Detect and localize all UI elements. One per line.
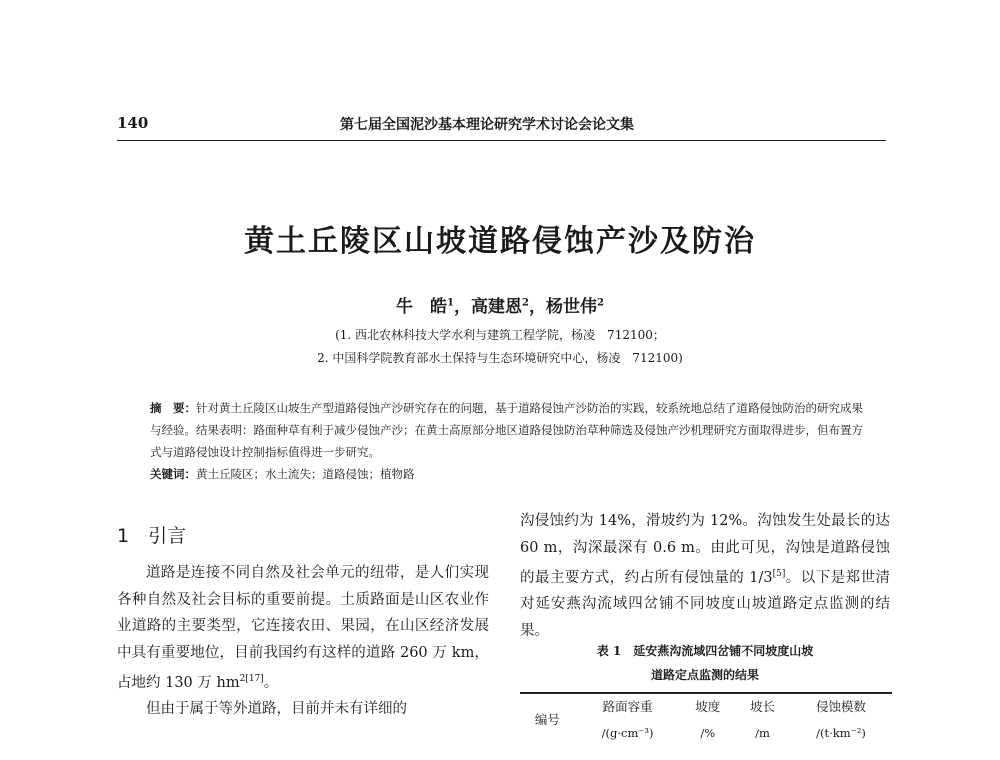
author-name: 杨世伟 xyxy=(545,297,597,317)
author-list: 牛 皓$^1$，高建恩$^2$，杨世伟$^2$ xyxy=(396,297,604,317)
abstract-label: 摘 要： xyxy=(150,401,196,415)
author-affil-mark: 2 xyxy=(522,297,529,309)
running-title: 第七届全国泥沙基本理论研究学术讨论会论文集 xyxy=(340,117,634,133)
author-name: 高建恩 xyxy=(471,297,523,317)
citation: 2[17] xyxy=(239,674,264,684)
author-name: 牛 皓 xyxy=(396,297,448,317)
col-header-length: 坡长 xyxy=(735,693,790,720)
affiliation-2: 2. 中国科学院教育部水土保持与生态环境研究中心，杨凌 712100) xyxy=(317,351,683,365)
paper-title: 黄土丘陵区山坡道路侵蚀产沙及防治 xyxy=(244,224,756,259)
table-unit-row xyxy=(520,720,892,746)
table-header-row xyxy=(520,693,892,720)
col-header-erosion: 侵蚀模数 xyxy=(790,693,892,720)
header-rule xyxy=(117,140,886,141)
unit-density: /(g·cm⁻³) xyxy=(601,726,654,740)
table-caption: 表 1 延安燕沟流域四岔铺不同坡度山坡 xyxy=(596,644,814,658)
unit-slope: /% xyxy=(700,726,716,740)
citation: [5] xyxy=(772,569,786,579)
paragraph-end: 。 xyxy=(263,674,279,691)
unit-erosion: /(t·km⁻²) xyxy=(816,726,866,740)
page-number: 140 xyxy=(117,114,149,132)
paragraph xyxy=(117,560,489,696)
paragraph xyxy=(520,508,890,644)
section-heading: 1 引言 xyxy=(117,525,187,547)
paragraph-text: 道路是连接不同自然及社会单元的纽带，是人们实现各种自然及社会目标的重要前提。土质路面是山区农业作业道路的主要类型，它连接农田、果园，在山区经济发展中具有重要地位，目前我国约有这样的道路 260 万 km，占地约 130 万 hm xyxy=(117,565,489,691)
abstract-text: 针对黄土丘陵区山坡生产型道路侵蚀产沙研究存在的问题，基于道路侵蚀产沙防治的实践，较系统地总结了道路侵蚀防治的研究成果与经验。结果表明：路面种草有利于减少侵蚀产沙；在黄土高原部分地区道路侵蚀防治草种筛选及侵蚀产沙机理研究方面取得进步，但布置方式与道路侵蚀设计控制指标值得进一步研究。 xyxy=(150,401,863,459)
right-column xyxy=(520,508,890,644)
paragraph-text: 。以下是郑世清对延安燕沟流域四岔铺不同坡度山坡道路定点监测的结果。 xyxy=(520,569,890,639)
unit-length: /m xyxy=(755,726,770,740)
table-caption-line2: 道路定点监测的结果 xyxy=(650,668,759,682)
left-column xyxy=(117,560,489,723)
col-header-slope: 坡度 xyxy=(680,693,735,720)
paragraph: 但由于属于等外道路，目前并未有详细的 xyxy=(146,701,407,718)
author-affil-mark: 1 xyxy=(447,297,455,309)
author-affil-mark: 2 xyxy=(596,297,604,309)
data-table xyxy=(520,692,892,746)
keywords-label: 关键词： xyxy=(150,467,196,481)
col-header-density: 路面容重 xyxy=(575,693,681,720)
affiliation-1: (1. 西北农林科技大学水利与建筑工程学院，杨凌 712100； xyxy=(335,328,665,342)
paragraph-text: 沟侵蚀约为 14%，滑坡约为 12%。沟蚀发生处最长的达 60 m，沟深最深有 0.6 m。由此可见，沟蚀是道路侵蚀的最主要方式，约占所有侵蚀量的 1/3 xyxy=(520,513,890,586)
col-header-id: 编号 xyxy=(520,693,575,746)
keywords-text: 黄土丘陵区；水土流失；道路侵蚀；植物路 xyxy=(196,467,415,481)
keywords xyxy=(150,466,865,482)
abstract xyxy=(150,397,865,463)
